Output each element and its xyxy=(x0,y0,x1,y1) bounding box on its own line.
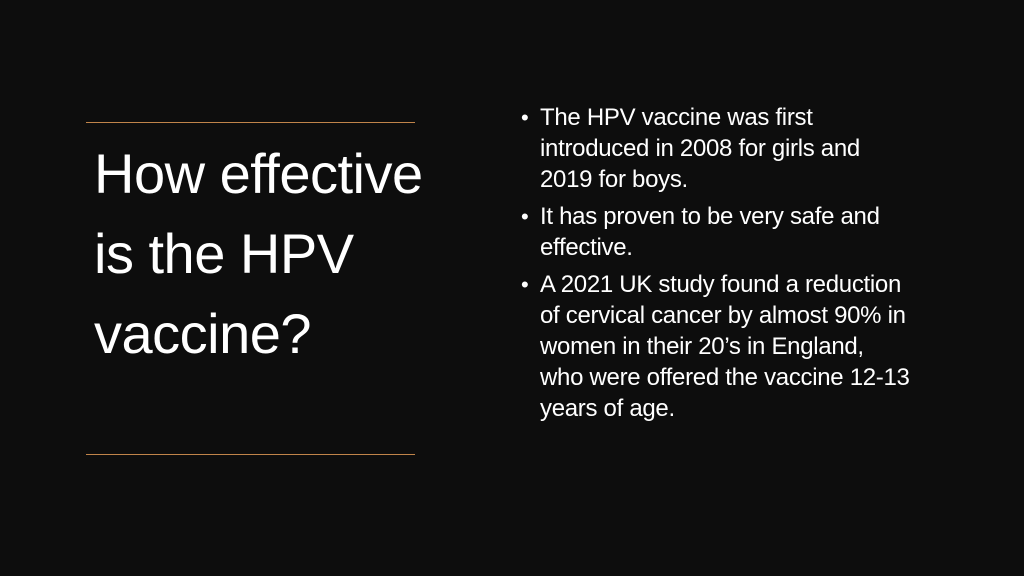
bullet-text: It has proven to be very safe and effective. xyxy=(540,203,880,261)
bullet-item xyxy=(520,201,912,263)
bullet-dot-icon: • xyxy=(521,105,529,130)
title-top-rule xyxy=(86,122,415,123)
bullet-item xyxy=(520,269,912,424)
title-bottom-rule xyxy=(86,454,415,455)
bullet-text: A 2021 UK study found a reduction of cervical cancer by almost 90% in women in their 20’s in England, who were offered the vaccine 12-13 years of age. xyxy=(540,271,910,422)
bullet-list xyxy=(520,102,912,430)
bullet-dot-icon: • xyxy=(521,204,529,229)
bullet-item xyxy=(520,102,912,195)
bullet-dot-icon: • xyxy=(521,272,529,297)
slide-title: How effective is the HPV vaccine? xyxy=(94,142,423,365)
bullet-text: The HPV vaccine was first introduced in 2008 for girls and 2019 for boys. xyxy=(540,104,860,193)
